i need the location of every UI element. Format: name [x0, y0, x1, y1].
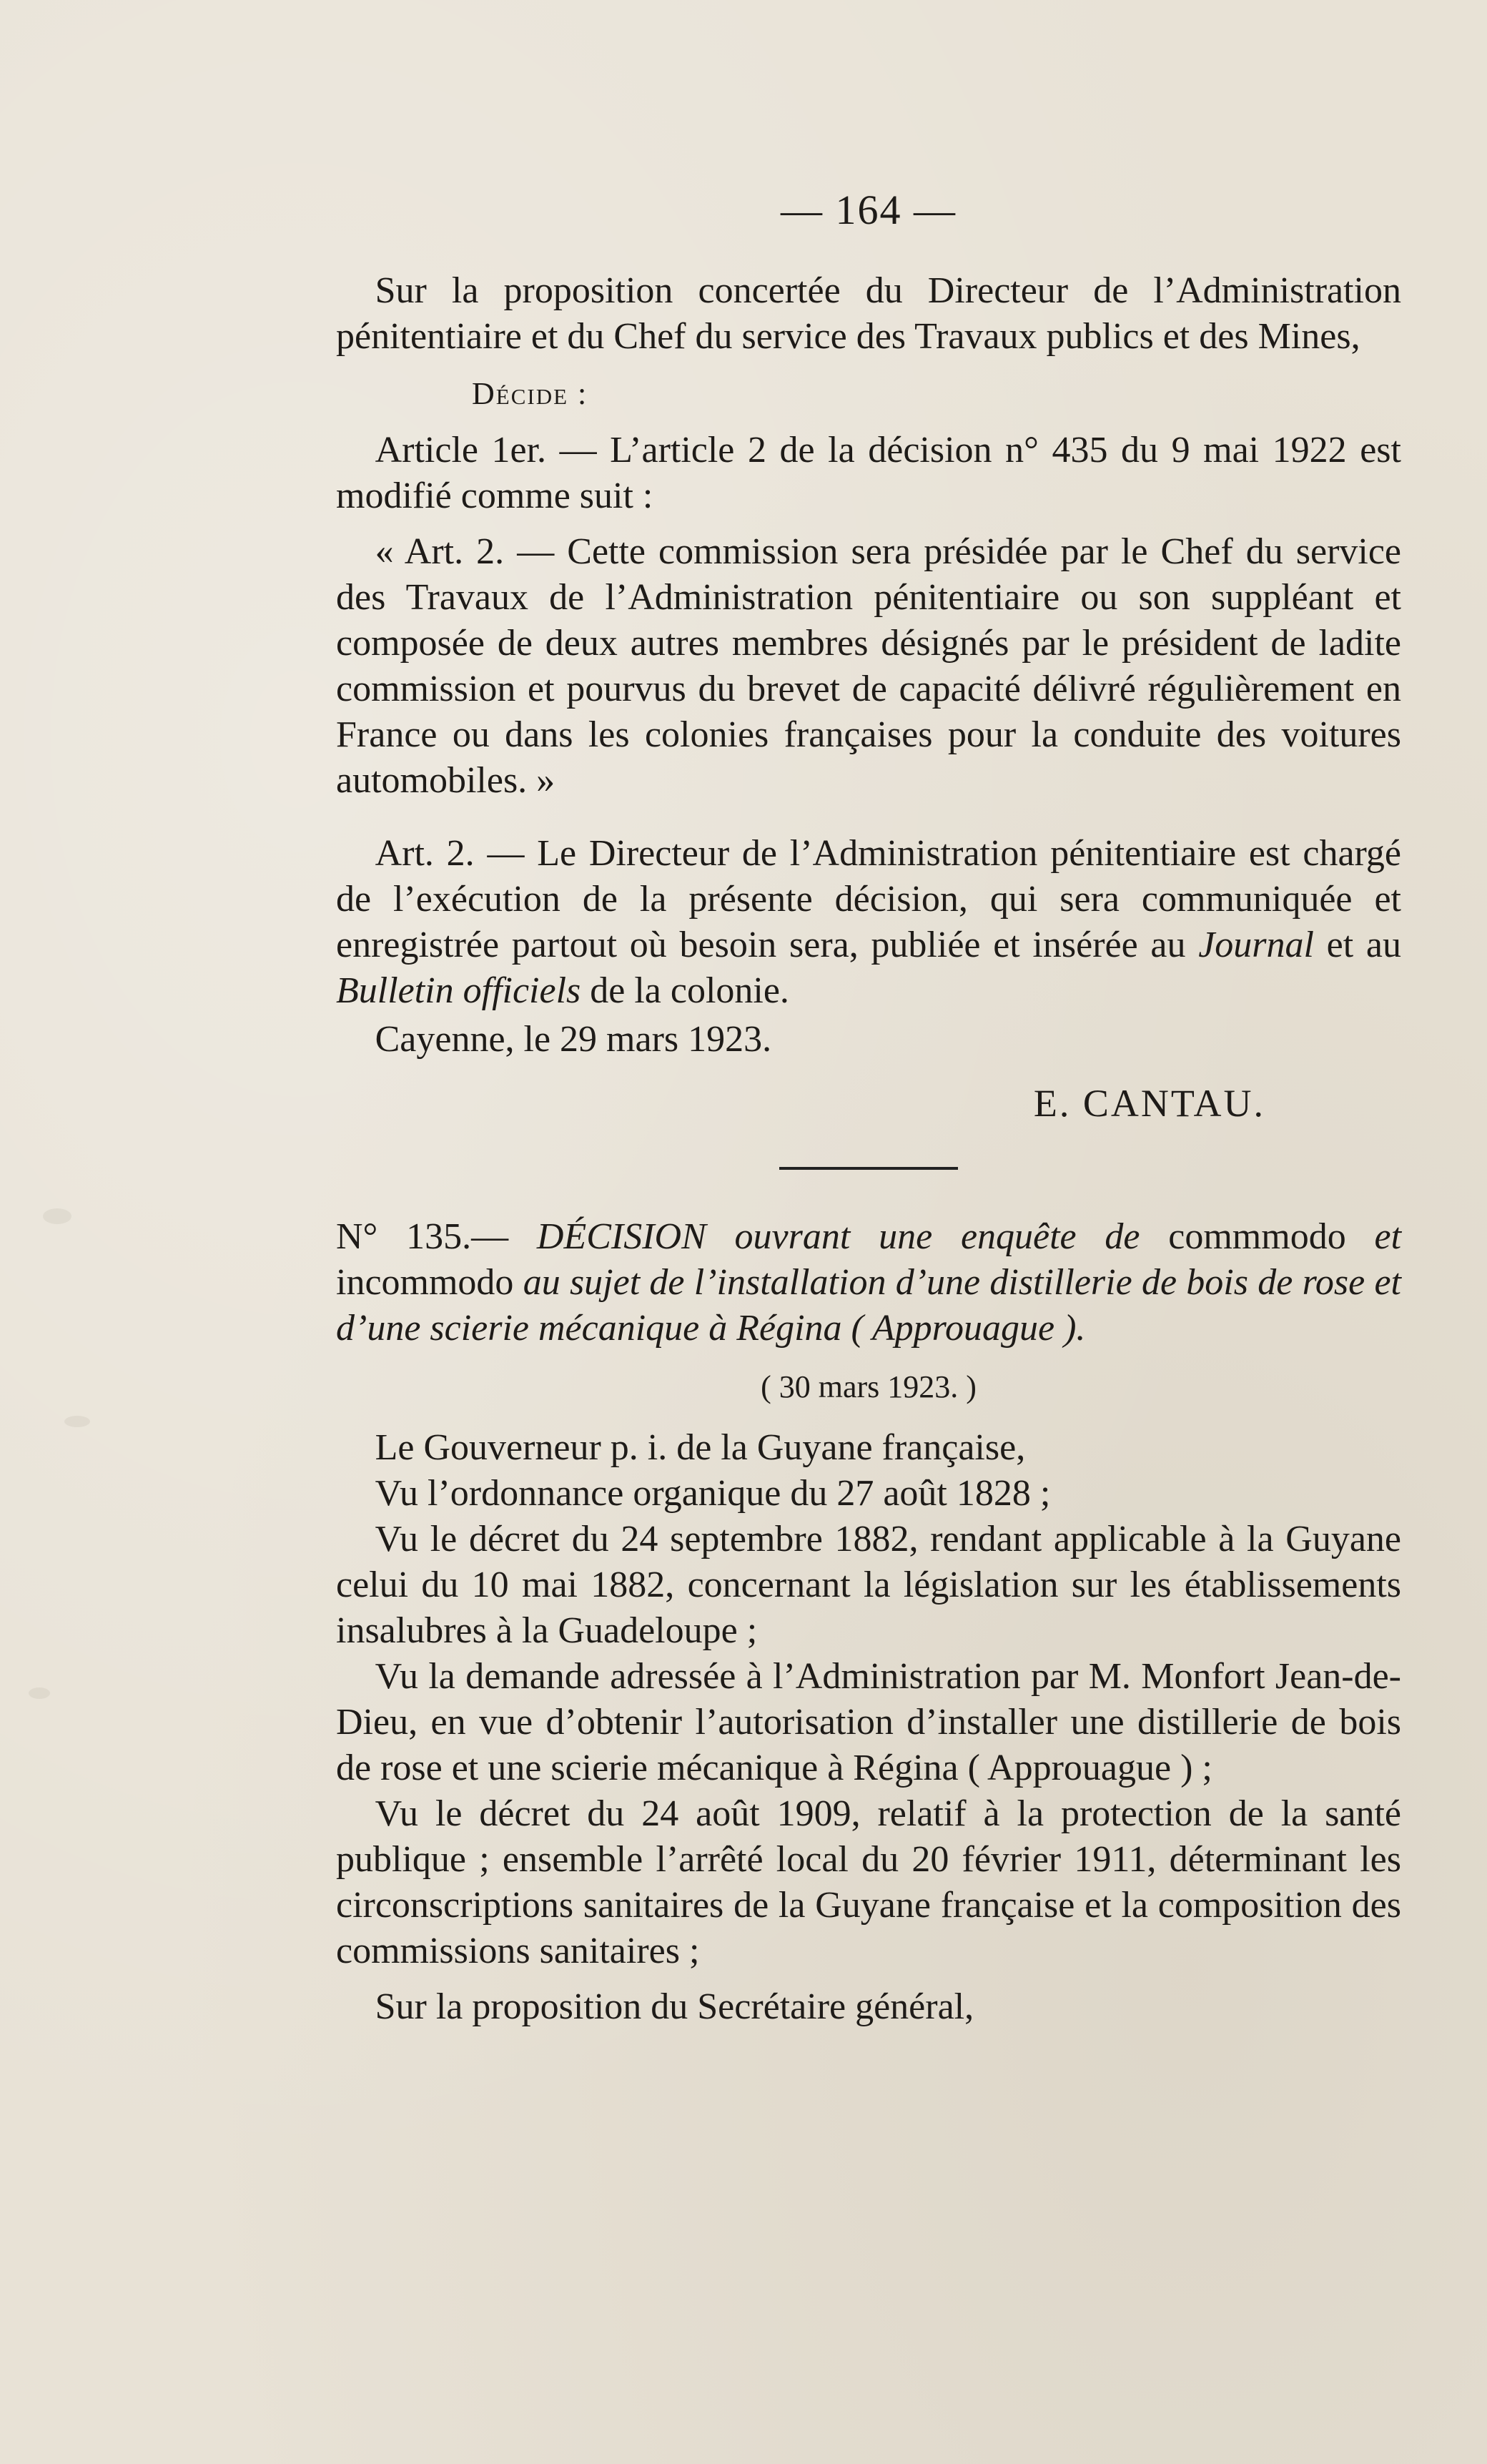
- decision-number: N° 135.—: [336, 1216, 537, 1257]
- page-number: — 164 —: [781, 187, 957, 233]
- paper-stain: [29, 1687, 50, 1699]
- article-2-text-b: et au: [1313, 925, 1401, 965]
- gouverneur-line: Le Gouverneur p. i. de la Guyane française,: [375, 1427, 1026, 1468]
- article-2-text-c: de la colonie.: [581, 970, 789, 1011]
- decision-title-b: commmodo: [1140, 1216, 1375, 1257]
- journal-italic: Journal: [1198, 925, 1314, 965]
- vu-ordonnance: Vu l’ordonnance organique du 27 août 1828 ;: [375, 1473, 1051, 1514]
- article-1: Article 1er. — L’article 2 de la décision n° 435 du 9 mai 1922 est modifié comme suit :: [336, 430, 1401, 516]
- decision-title-c: et: [1374, 1216, 1402, 1257]
- decision-date: ( 30 mars 1923. ): [761, 1369, 977, 1404]
- vu-demande: Vu la demande adressée à l’Administration par M. Monfort Jean-de-Dieu, en vue d’obtenir l’autorisation d’installer une distillerie de bois de rose et une scierie mécanique à Régina ( Approuague ) ;: [336, 1656, 1401, 1788]
- article-2-text: Art. 2. — Le Directeur de l’Administration pénitentiaire est chargé de l’exécution de la présente décision, qui sera communiquée et enregistrée partout où besoin sera, publiée et insérée au: [336, 833, 1401, 965]
- intro-paragraph: Sur la proposition concertée du Directeur de l’Administration pénitentiaire et du Chef du service des Travaux publics et des Mines,: [336, 270, 1401, 357]
- page-text: [336, 186, 1401, 2030]
- vu-decret-1882: Vu le décret du 24 septembre 1882, rendant applicable à la Guyane celui du 10 mai 1882, concernant la législation sur les établissements insalubres à la Guadeloupe ;: [336, 1519, 1401, 1651]
- date-place: Cayenne, le 29 mars 1923.: [375, 1019, 772, 1060]
- bulletin-italic: Bulletin officiels: [336, 970, 581, 1011]
- decision-title-e: au sujet de l’installation d’une distillerie de bois de rose et d’une scierie mécanique à Régina ( Approuague ).: [336, 1262, 1401, 1349]
- decision-title-a: DÉCISION ouvrant une enquête de: [536, 1216, 1140, 1257]
- sur-proposition: Sur la proposition du Secrétaire général,: [375, 1986, 974, 2027]
- decide-heading: Décide :: [472, 376, 588, 411]
- decision-heading: [336, 1214, 1401, 1351]
- signature: E. CANTAU.: [1033, 1082, 1265, 1125]
- paper-stain: [64, 1416, 90, 1427]
- vu-decret-1909: Vu le décret du 24 août 1909, relatif à la protection de la santé publique ; ensemble l’arrêté local du 20 février 1911, déterminant les circonscriptions sanitaires de la Guyane française et la composition des commissions sanitaires ;: [336, 1793, 1401, 1971]
- section-divider: [779, 1167, 958, 1170]
- paper-stain: [43, 1208, 71, 1224]
- decision-title-d: incommodo: [336, 1262, 523, 1303]
- article-2: [336, 831, 1401, 1014]
- article-2-quote: « Art. 2. — Cette commission sera présidée par le Chef du service des Travaux de l’Administration pénitentiaire ou son suppléant et composée de deux autres membres désignés par le président de ladite commission et pourvus du brevet de capacité délivré régulièrement en France ou dans les colonies françaises pour la conduite des voitures automobiles. »: [336, 531, 1401, 801]
